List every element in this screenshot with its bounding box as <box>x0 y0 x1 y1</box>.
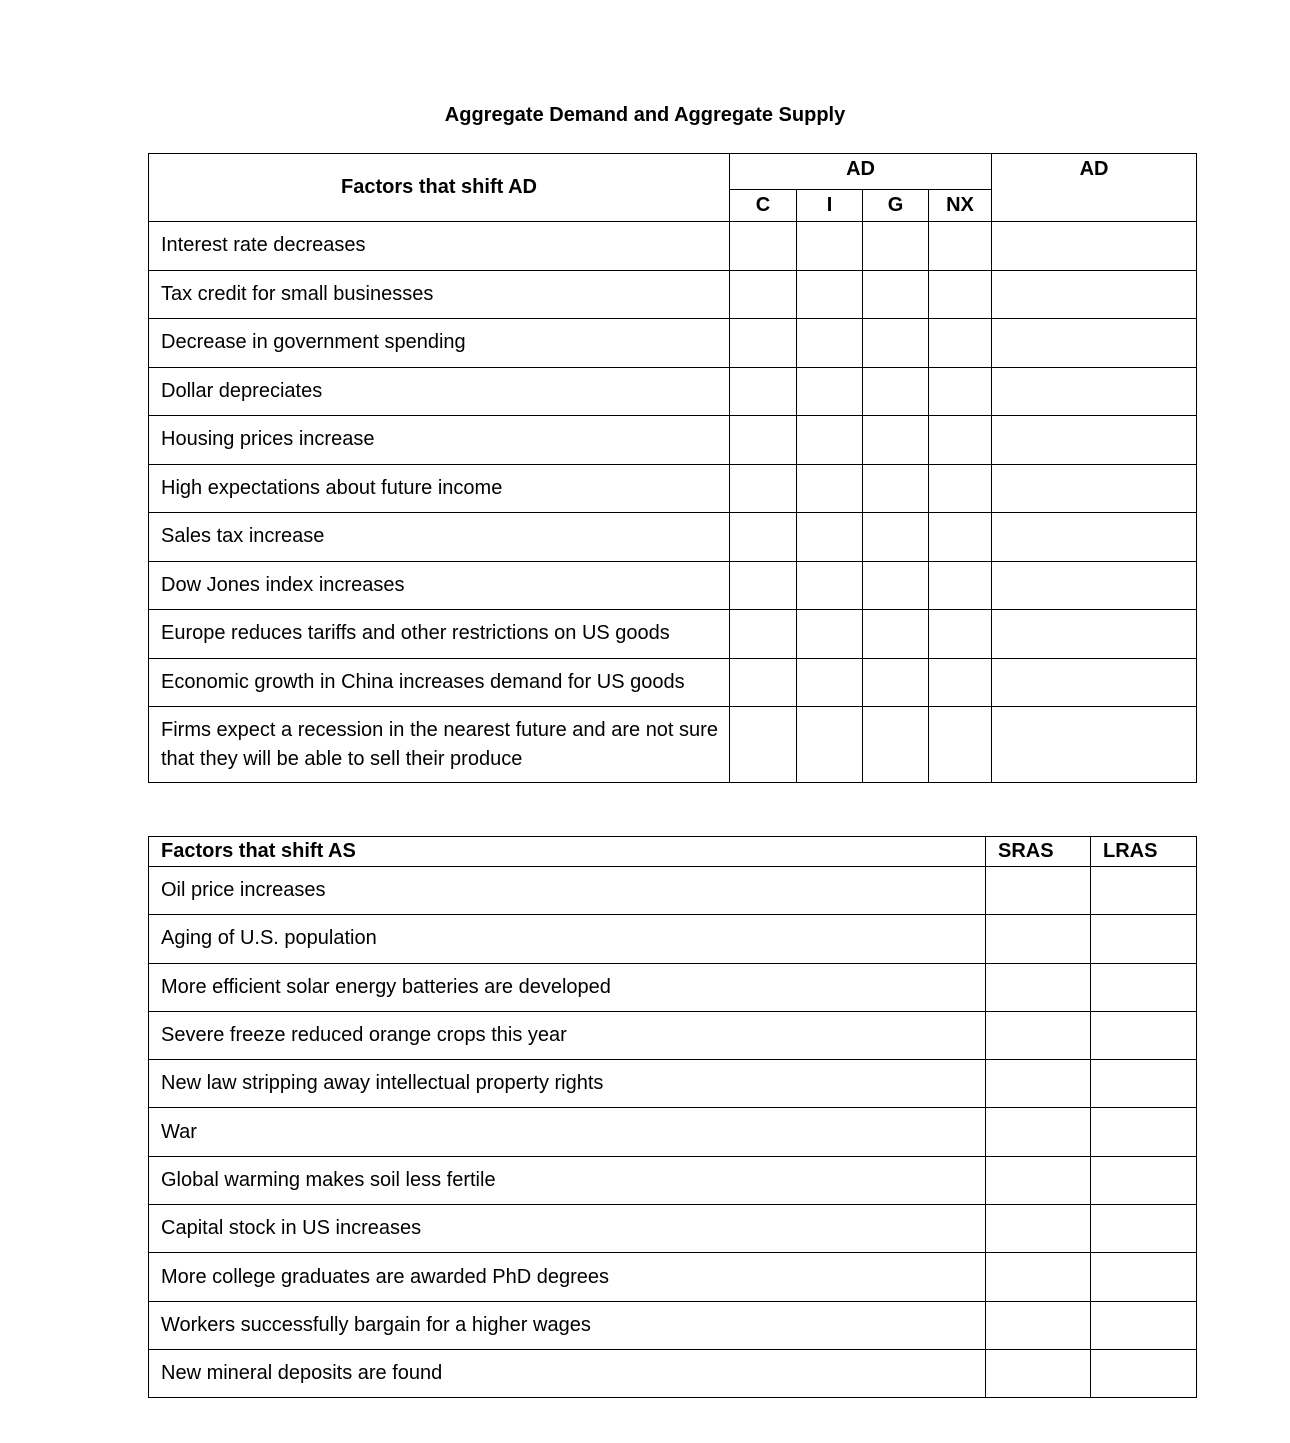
page-title: Aggregate Demand and Aggregate Supply <box>444 104 846 126</box>
ad-answer-cell-ad[interactable] <box>992 222 1197 271</box>
ad-answer-cell-c[interactable] <box>730 367 797 416</box>
ad-answer-cell-i[interactable] <box>797 658 863 707</box>
ad-answer-cell-c[interactable] <box>730 610 797 659</box>
ad-answer-cell-g[interactable] <box>863 367 929 416</box>
ad-answer-cell-g[interactable] <box>863 707 929 783</box>
as-factor-label: More college graduates are awarded PhD degrees <box>149 1253 986 1301</box>
ad-answer-cell-nx[interactable] <box>929 610 992 659</box>
ad-factor-label: Dollar depreciates <box>149 367 730 416</box>
ad-table-row <box>149 513 1197 562</box>
sras-answer-cell[interactable] <box>986 1205 1091 1253</box>
ad-answer-cell-c[interactable] <box>730 270 797 319</box>
ad-answer-cell-nx[interactable] <box>929 367 992 416</box>
sras-header: SRAS <box>986 837 1091 867</box>
as-factor-label: War <box>149 1108 986 1156</box>
ad-factor-label: Tax credit for small businesses <box>149 270 730 319</box>
as-factors-header: Factors that shift AS <box>149 837 986 867</box>
as-table-row <box>149 1205 1197 1253</box>
lras-answer-cell[interactable] <box>1091 1205 1197 1253</box>
sras-answer-cell[interactable] <box>986 1301 1091 1349</box>
ad-factors-table <box>148 153 1197 783</box>
ad-answer-cell-nx[interactable] <box>929 270 992 319</box>
ad-answer-cell-i[interactable] <box>797 270 863 319</box>
ad-answer-cell-ad[interactable] <box>992 367 1197 416</box>
ad-factor-label: Sales tax increase <box>149 513 730 562</box>
ad-factor-label: Interest rate decreases <box>149 222 730 271</box>
as-table-row <box>149 1108 1197 1156</box>
ad-answer-cell-c[interactable] <box>730 464 797 513</box>
ad-answer-cell-g[interactable] <box>863 513 929 562</box>
ad-table-row <box>149 707 1197 783</box>
ad-answer-cell-ad[interactable] <box>992 707 1197 783</box>
ad-components-group-header: AD <box>730 154 992 190</box>
ad-answer-cell-c[interactable] <box>730 319 797 368</box>
as-table-row <box>149 1156 1197 1204</box>
lras-answer-cell[interactable] <box>1091 1253 1197 1301</box>
ad-answer-cell-g[interactable] <box>863 222 929 271</box>
ad-answer-cell-nx[interactable] <box>929 464 992 513</box>
ad-answer-cell-ad[interactable] <box>992 319 1197 368</box>
lras-answer-cell[interactable] <box>1091 1349 1197 1397</box>
ad-answer-cell-g[interactable] <box>863 610 929 659</box>
ad-answer-cell-ad[interactable] <box>992 513 1197 562</box>
ad-table-row <box>149 319 1197 368</box>
ad-table-row <box>149 610 1197 659</box>
ad-answer-cell-i[interactable] <box>797 416 863 465</box>
ad-answer-cell-c[interactable] <box>730 658 797 707</box>
lras-answer-cell[interactable] <box>1091 1060 1197 1108</box>
ad-answer-cell-i[interactable] <box>797 707 863 783</box>
ad-answer-cell-ad[interactable] <box>992 561 1197 610</box>
lras-answer-cell[interactable] <box>1091 963 1197 1011</box>
ad-answer-cell-ad[interactable] <box>992 610 1197 659</box>
sras-answer-cell[interactable] <box>986 1156 1091 1204</box>
ad-answer-cell-g[interactable] <box>863 658 929 707</box>
ad-table-row <box>149 658 1197 707</box>
sras-answer-cell[interactable] <box>986 1253 1091 1301</box>
ad-answer-cell-c[interactable] <box>730 222 797 271</box>
sras-answer-cell[interactable] <box>986 963 1091 1011</box>
ad-table-row <box>149 416 1197 465</box>
ad-answer-cell-nx[interactable] <box>929 707 992 783</box>
ad-factor-label: Firms expect a recession in the nearest future and are not sure that they will be able to sell their produce <box>149 707 730 783</box>
ad-answer-cell-nx[interactable] <box>929 561 992 610</box>
ad-answer-cell-i[interactable] <box>797 513 863 562</box>
ad-factor-label: Dow Jones index increases <box>149 561 730 610</box>
ad-table-row <box>149 367 1197 416</box>
ad-answer-cell-g[interactable] <box>863 270 929 319</box>
ad-table-row <box>149 270 1197 319</box>
ad-answer-cell-nx[interactable] <box>929 658 992 707</box>
as-factor-label: Aging of U.S. population <box>149 915 986 963</box>
ad-answer-cell-c[interactable] <box>730 707 797 783</box>
ad-factor-label: Decrease in government spending <box>149 319 730 368</box>
ad-answer-cell-c[interactable] <box>730 561 797 610</box>
ad-answer-cell-i[interactable] <box>797 561 863 610</box>
lras-answer-cell[interactable] <box>1091 1108 1197 1156</box>
ad-component-header-c: C <box>730 190 797 222</box>
sras-answer-cell[interactable] <box>986 1108 1091 1156</box>
ad-answer-cell-i[interactable] <box>797 319 863 368</box>
ad-factors-header: Factors that shift AD <box>149 154 730 222</box>
ad-factor-label: High expectations about future income <box>149 464 730 513</box>
ad-table-row <box>149 222 1197 271</box>
ad-answer-cell-nx[interactable] <box>929 222 992 271</box>
sras-answer-cell[interactable] <box>986 867 1091 915</box>
ad-component-header-nx: NX <box>929 190 992 222</box>
ad-answer-cell-ad[interactable] <box>992 416 1197 465</box>
ad-answer-cell-g[interactable] <box>863 464 929 513</box>
ad-answer-cell-nx[interactable] <box>929 513 992 562</box>
lras-answer-cell[interactable] <box>1091 1011 1197 1059</box>
lras-answer-cell[interactable] <box>1091 1301 1197 1349</box>
as-table-row <box>149 1011 1197 1059</box>
ad-answer-cell-g[interactable] <box>863 416 929 465</box>
ad-answer-cell-nx[interactable] <box>929 416 992 465</box>
ad-component-header-i: I <box>797 190 863 222</box>
as-table-row <box>149 1301 1197 1349</box>
as-factor-label: More efficient solar energy batteries are developed <box>149 963 986 1011</box>
sras-answer-cell[interactable] <box>986 1349 1091 1397</box>
as-factors-table <box>148 836 1197 1398</box>
sras-answer-cell[interactable] <box>986 1060 1091 1108</box>
lras-answer-cell[interactable] <box>1091 1156 1197 1204</box>
ad-answer-cell-i[interactable] <box>797 610 863 659</box>
as-table-row <box>149 1253 1197 1301</box>
ad-total-header: AD <box>992 154 1197 222</box>
ad-table-row <box>149 561 1197 610</box>
lras-answer-cell[interactable] <box>1091 915 1197 963</box>
ad-component-header-g: G <box>863 190 929 222</box>
ad-factor-label: Europe reduces tariffs and other restrictions on US goods <box>149 610 730 659</box>
as-table-row <box>149 1349 1197 1397</box>
as-factor-label: Workers successfully bargain for a higher wages <box>149 1301 986 1349</box>
ad-answer-cell-nx[interactable] <box>929 319 992 368</box>
as-factor-label: New law stripping away intellectual property rights <box>149 1060 986 1108</box>
as-factor-label: Global warming makes soil less fertile <box>149 1156 986 1204</box>
as-factor-label: Severe freeze reduced orange crops this year <box>149 1011 986 1059</box>
as-table-row <box>149 867 1197 915</box>
ad-answer-cell-g[interactable] <box>863 561 929 610</box>
sras-answer-cell[interactable] <box>986 915 1091 963</box>
ad-answer-cell-ad[interactable] <box>992 270 1197 319</box>
as-table-row <box>149 915 1197 963</box>
ad-factor-label: Housing prices increase <box>149 416 730 465</box>
as-table-row <box>149 963 1197 1011</box>
lras-header: LRAS <box>1091 837 1197 867</box>
sras-answer-cell[interactable] <box>986 1011 1091 1059</box>
as-factor-label: Capital stock in US increases <box>149 1205 986 1253</box>
ad-answer-cell-ad[interactable] <box>992 464 1197 513</box>
as-factor-label: Oil price increases <box>149 867 986 915</box>
ad-factor-label: Economic growth in China increases demand for US goods <box>149 658 730 707</box>
lras-answer-cell[interactable] <box>1091 867 1197 915</box>
ad-answer-cell-i[interactable] <box>797 222 863 271</box>
ad-table-row <box>149 464 1197 513</box>
as-factor-label: New mineral deposits are found <box>149 1349 986 1397</box>
ad-answer-cell-g[interactable] <box>863 319 929 368</box>
ad-answer-cell-i[interactable] <box>797 367 863 416</box>
ad-answer-cell-i[interactable] <box>797 464 863 513</box>
as-table-row <box>149 1060 1197 1108</box>
ad-answer-cell-ad[interactable] <box>992 658 1197 707</box>
ad-answer-cell-c[interactable] <box>730 513 797 562</box>
ad-answer-cell-c[interactable] <box>730 416 797 465</box>
